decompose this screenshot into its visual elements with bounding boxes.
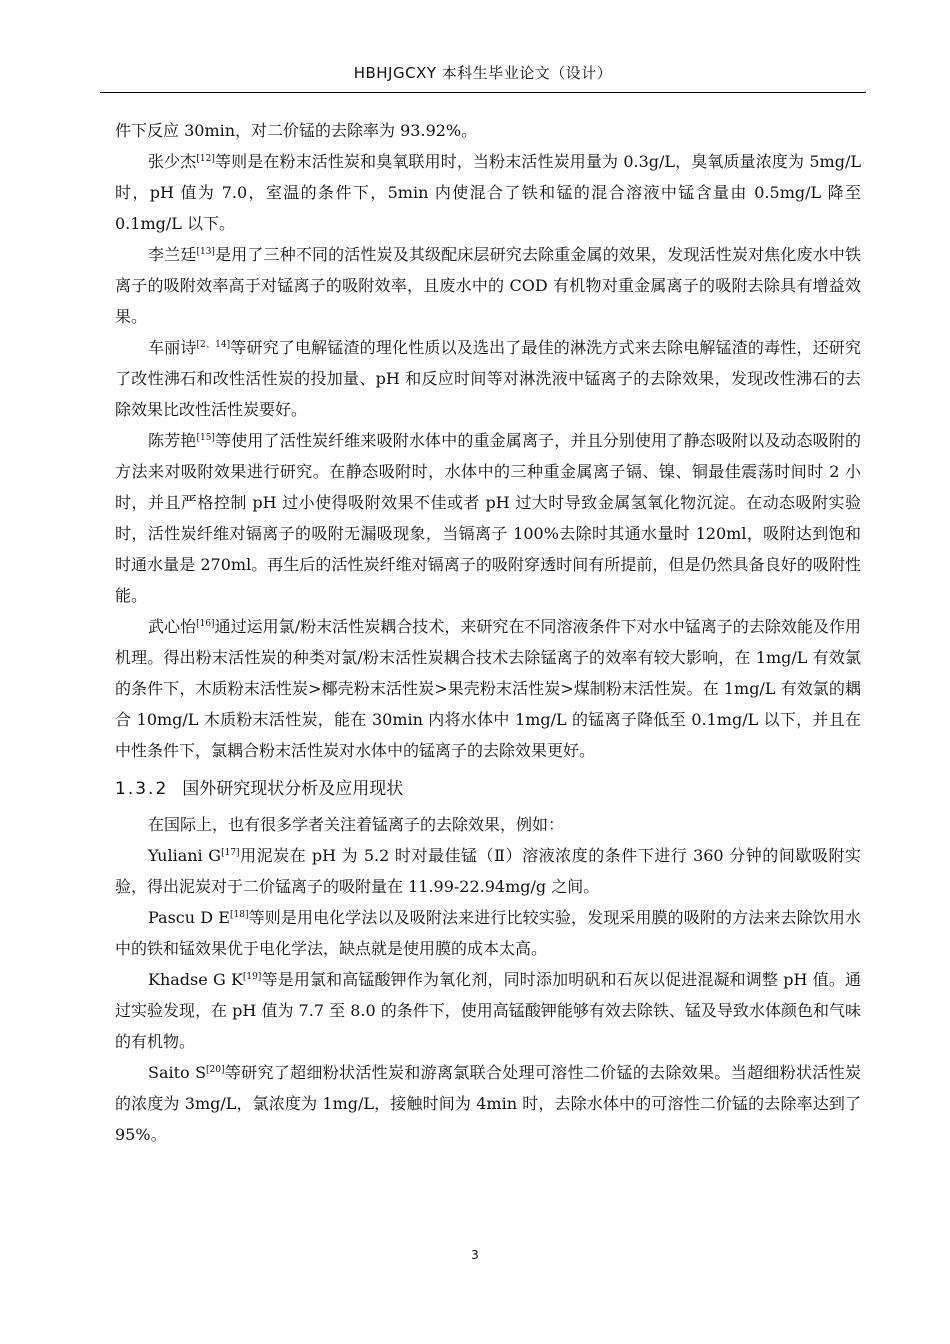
paragraph [115, 425, 861, 611]
paragraph [115, 146, 861, 239]
paragraph-text: 是用了三种不同的活性炭及其级配床层研究去除重金属的效果，发现活性炭对焦化废水中铁离子的吸附效率高于对锰离子的吸附效率，且废水中的 COD 有机物对重金属离子的吸附去除具有增益效果。 [115, 245, 861, 326]
paragraph-text: 在国际上，也有很多学者关注着锰离子的去除效果，例如： [148, 815, 565, 834]
citation-ref: [20] [206, 1065, 225, 1075]
running-header: HBHJGCXY 本科生毕业论文（设计） [353, 64, 613, 82]
paragraph-text: 等是用氯和高锰酸钾作为氧化剂，同时添加明矾和石灰以促进混凝和调整 pH 值。通过实验发现，在 pH 值为 7.7 至 8.0 的条件下，使用高锰酸钾能够有效去除铁、锰及导致水体颜色和气味的有机物。 [115, 970, 862, 1051]
author-name: Yuliani G [148, 846, 222, 865]
paragraph-text: 用泥炭在 pH 为 5.2 时对最佳锰（Ⅱ）溶液浓度的条件下进行 360 分钟的间歇吸附实验，得出泥炭对于二价锰离子的吸附量在 11.99-22.94mg/g 之间。 [115, 846, 861, 896]
author-name: 陈芳艳 [148, 431, 197, 450]
citation-ref: [17] [221, 848, 240, 858]
paragraph [115, 332, 861, 425]
paragraph-text: 通过运用氯/粉末活性炭耦合技术，来研究在不同溶液条件下对水中锰离子的去除效能及作用机理。得出粉末活性炭的种类对氯/粉末活性炭耦合技术去除锰离子的效率有较大影响，在 1mg/L 有效氯的条件下，木质粉末活性炭>椰壳粉末活性炭>果壳粉末活性炭>煤制粉末活性炭。在 1mg/L 有效氯的耦合 10mg/L 木质粉末活性炭，能在 30min 内将水体中 1mg/L 的锰离子降低至 0.1mg/L 以下，并且在中性条件下，氯耦合粉末活性炭对水体中的锰离子的去除效果更好。 [115, 617, 861, 760]
paragraph-group-bottom [115, 809, 861, 1150]
paragraph-text: 等使用了活性炭纤维来吸附水体中的重金属离子，并且分别使用了静态吸附以及动态吸附的方法来对吸附效果进行研究。在静态吸附时，水体中的三种重金属离子镉、镍、铜最佳震荡时间时 2 小时，并且严格控制 pH 过小使得吸附效果不佳或者 pH 过大时导致金属氢氧化物沉淀。在动态吸附实验时，活性炭纤维对镉离子的吸附无漏吸现象，当镉离子 100%去除时其通水量时 120ml，吸附达到饱和时通水量是 270ml。再生后的活性炭纤维对镉离子的吸附穿透时间有所提前，但是仍然具备良好的吸附性能。 [115, 431, 861, 605]
paragraph-group-top [115, 115, 861, 766]
paragraph [115, 809, 861, 840]
paragraph [115, 840, 861, 902]
paragraph-text: 等研究了超细粉状活性炭和游离氯联合处理可溶性二价锰的去除效果。当超细粉状活性炭的浓度为 3mg/L，氯浓度为 1mg/L，接触时间为 4min 时，去除水体中的可溶性二价锰的去除率达到了 95%。 [115, 1063, 861, 1144]
paragraph [115, 115, 861, 146]
paragraph [115, 964, 861, 1057]
section-heading [115, 774, 861, 804]
citation-ref: [19] [242, 972, 262, 982]
paragraph-text: 等研究了电解锰渣的理化性质以及选出了最佳的淋洗方式来去除电解锰渣的毒性，还研究了改性沸石和改性活性炭的投加量、pH 和反应时间等对淋洗液中锰离子的去除效果，发现改性沸石的去除效果比改性活性炭要好。 [115, 338, 861, 419]
paragraph [115, 611, 861, 766]
paragraph-text: 等则是用电化学法以及吸附法来进行比较实验，发现采用膜的吸附的方法来去除饮用水中的铁和锰效果优于电化学法，缺点就是使用膜的成本太高。 [115, 908, 861, 958]
page-number: 3 [471, 1248, 479, 1262]
author-name: 李兰廷 [148, 245, 197, 264]
paragraph [115, 1057, 861, 1150]
citation-ref: [13] [196, 247, 215, 257]
author-name: Saito S [148, 1063, 207, 1082]
citation-ref: [16] [196, 619, 215, 629]
citation-ref: [18] [229, 910, 249, 920]
header-rule [100, 92, 866, 93]
author-name: Pascu D E [148, 908, 230, 927]
author-name: Khadse G K [148, 970, 243, 989]
paragraph-text: 件下反应 30min，对二价锰的去除率为 93.92%。 [115, 121, 478, 140]
paragraph [115, 902, 861, 964]
author-name: 武心怡 [148, 617, 197, 636]
paragraph-text: 等则是在粉末活性炭和臭氧联用时，当粉末活性炭用量为 0.3g/L，臭氧质量浓度为 5mg/L 时，pH 值为 7.0，室温的条件下，5min 内使混合了铁和锰的混合溶液中锰含量由 0.5mg/L 降至 0.1mg/L 以下。 [115, 152, 861, 233]
body-text [115, 115, 861, 1150]
citation-ref: [15] [196, 433, 215, 443]
author-name: 张少杰 [148, 152, 197, 171]
author-name: 车丽诗 [148, 338, 197, 357]
section-title: 国外研究现状分析及应用现状 [182, 779, 404, 799]
citation-ref: [2、14] [196, 340, 231, 350]
citation-ref: [12] [196, 154, 215, 164]
section-number: 1.3.2 [115, 779, 169, 799]
paragraph [115, 239, 861, 332]
